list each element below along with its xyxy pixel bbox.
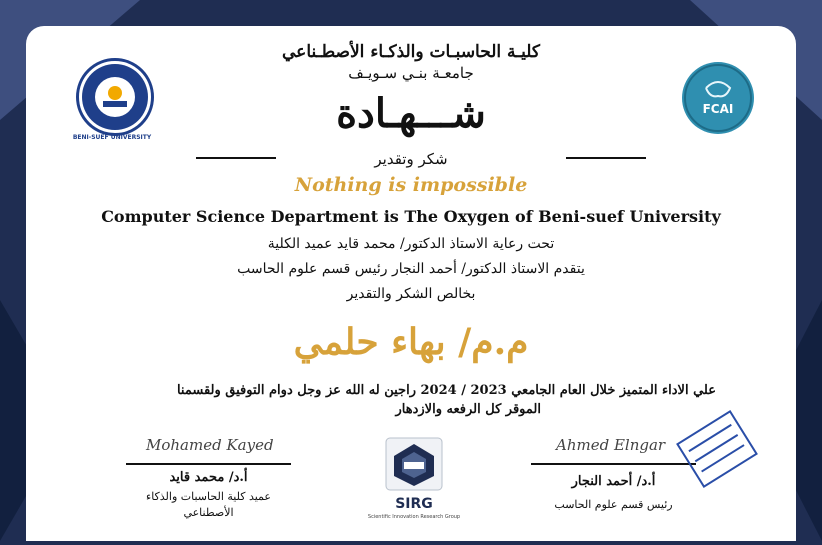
thanks-line: بخالص الشكر والتقدير (346, 286, 476, 302)
university-logo-text: BENI-SUEF UNIVERSITY (72, 134, 152, 141)
certificate-subtitle: شكر وتقدير (374, 150, 448, 168)
left-signatory-name: أ.د/ محمد قايد (169, 470, 248, 485)
right-signatory-title: رئيس قسم علوم الحاسب (554, 498, 673, 511)
right-signature: Ahmed Elngar (556, 436, 666, 454)
sirg-emblem-icon (382, 436, 446, 492)
left-signatory-title-1: عميد كلية الحاسبات والذكاء (146, 490, 271, 503)
certificate-title: شـــهـادة (336, 90, 486, 137)
right-signature-line (531, 463, 696, 465)
presenter-line: يتقدم الاستاذ الدكتور/ أحمد النجار رئيس قسم علوم الحاسب (237, 261, 585, 277)
right-signatory-name: أ.د/ أحمد النجار (571, 474, 656, 489)
fcai-logo-text: FCAI (702, 102, 734, 116)
certificate (26, 26, 796, 541)
tagline: Computer Science Department is The Oxygen of Beni-suef University (101, 207, 721, 226)
sirg-name: SIRG (395, 496, 433, 512)
left-signatory-title-2: الأصطناعي (183, 506, 234, 519)
stamp-icon (676, 408, 758, 490)
sirg-caption: Scientific Innovation Research Group (367, 514, 461, 520)
left-signature: Mohamed Kayed (146, 436, 274, 454)
body-text-line-1: علي الاداء المتميز خلال العام الجامعي 2023 / 2024 راجين له الله عز وجل دوام التوفيق ولقسمنا (176, 383, 716, 398)
recipient-name: م.م/ بهاء حلمي (293, 321, 529, 363)
motto: Nothing is impossible (294, 174, 528, 196)
college-name: كليـة الحاسبـات والذكـاء الأصطـناعي (282, 42, 540, 62)
body-text-line-2: الموقر كل الرفعه والازدهار (395, 402, 541, 417)
sirg-logo (382, 436, 446, 492)
left-signature-line (126, 463, 291, 465)
university-name: جامعـة بنـي سـويـف (348, 64, 474, 82)
department-stamp (676, 408, 758, 490)
patronage-line: تحت رعاية الاستاذ الدكتور/ محمد قايد عميد الكلية (267, 236, 555, 252)
